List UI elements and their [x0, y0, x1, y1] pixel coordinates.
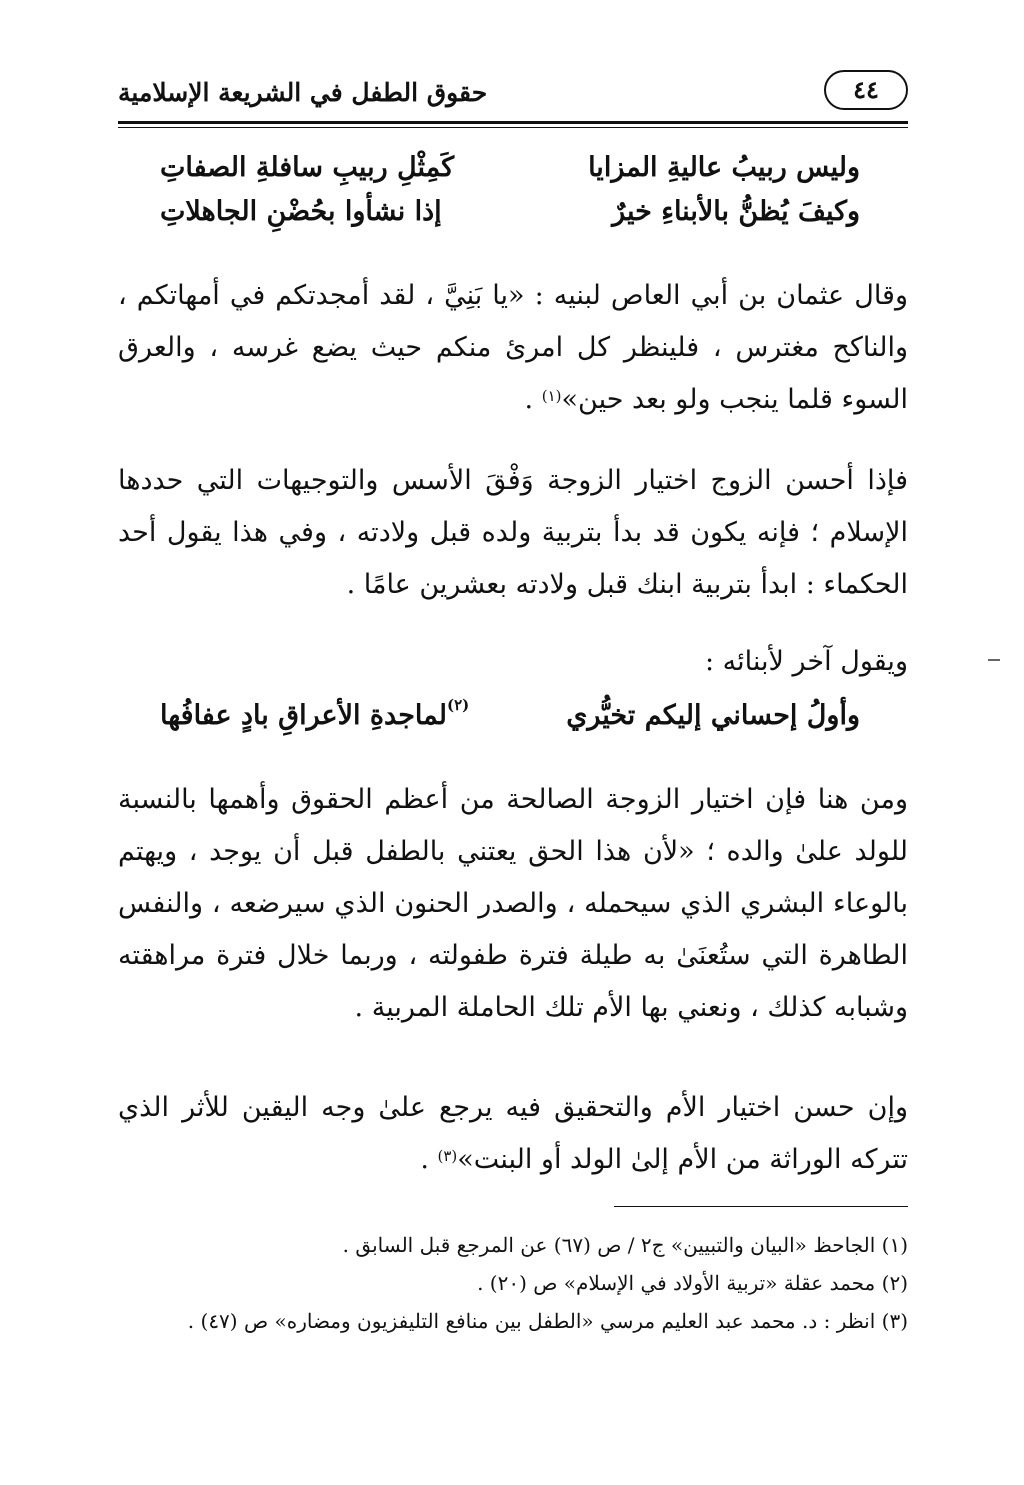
footnotes	[118, 1226, 908, 1340]
paragraph-text: ومن هنا فإن اختيار الزوجة الصالحة من أعظم الحقوق وأهمها بالنسبة للولد علىٰ والده ؛ «لأن هذا الحق يعتني بالطفل قبل أن يوجد ، ويهتم بالوعاء البشري الذي سيحمله ، والصدر الحنون الذي سيرضعه ، والنفس الطاهرة التي ستُعنَىٰ به طيلة فترة طفولته ، وربما خلال فترة مراهقته وشبابه كذلك ، ونعني بها الأم تلك الحاملة المربية .	[118, 784, 908, 1023]
paragraph-end: .	[524, 384, 542, 415]
footnote-separator	[614, 1206, 908, 1207]
page-number: ٤٤	[824, 70, 908, 110]
footnote-ref: (٣)	[437, 1147, 458, 1165]
footnote: (١) الجاحظ «البيان والتبيين» ج٢ / ص (٦٧) عن المرجع قبل السابق .	[342, 1233, 908, 1257]
header-title: حقوق الطفل في الشريعة الإسلامية	[118, 78, 488, 107]
verse-line	[160, 696, 860, 748]
margin-mark	[988, 659, 1000, 661]
paragraph-text: وقال عثمان بن أبي العاص لبنيه : «يا بَنِيَّ ، لقد أمجدتكم في أمهاتكم ، والناكح مغترس ، فلينظر كل امرئ منكم حيث يضع غرسه ، والعرق السوء قلما ينجب ولو بعد حين»	[118, 280, 908, 415]
footnote-ref: (١)	[541, 387, 562, 405]
verse-second-hemistich: كَمِثْلِ ربيبِ سافلةِ الصفاتِ	[160, 152, 455, 183]
footnote-ref: (٢)	[446, 696, 470, 714]
verse-first-hemistich: وأولُ إحساني إليكم تخيُّري	[566, 700, 860, 731]
paragraph-text: فإذا أحسن الزوج اختيار الزوجة وَفْقَ الأسس والتوجيهات التي حددها الإسلام ؛ فإنه يكون قد بدأ بتربية ولده قبل ولادته ، وفي هذا يقول أحد الحكماء : ابدأ بتربية ابنك قبل ولادته بعشرين عامًا .	[118, 465, 908, 600]
paragraph	[118, 636, 908, 688]
header-rule-thin	[118, 127, 908, 128]
verse-line	[160, 152, 860, 200]
running-header	[118, 62, 908, 122]
footnote: (٣) انظر : د. محمد عبد العليم مرسي «الطفل بين منافع التليفزيون ومضاره» ص (٤٧) .	[187, 1309, 908, 1333]
verse-second-hemistich: إذا نشأوا بحُضْنِ الجاهلاتِ	[160, 196, 442, 227]
paragraph	[118, 270, 908, 426]
paragraph-text: وإن حسن اختيار الأم والتحقيق فيه يرجع علىٰ وجه اليقين للأثر الذي تتركه الوراثة من الأم إلىٰ الولد أو البنت»	[118, 1092, 908, 1175]
paragraph	[118, 455, 908, 611]
verse-first-hemistich: وليس ربيبُ عاليةِ المزايا	[588, 152, 860, 183]
paragraph-text: ويقول آخر لأبنائه :	[705, 646, 908, 677]
header-rule-thick	[118, 121, 908, 124]
paragraph-end: .	[420, 1144, 438, 1175]
paragraph	[118, 774, 908, 1034]
footnote: (٢) محمد عقلة «تربية الأولاد في الإسلام» ص (٢٠) .	[477, 1271, 908, 1295]
paragraph	[118, 1082, 908, 1186]
verse-first-hemistich: وكيفَ يُظنُّ بالأبناءِ خيرٌ	[612, 196, 860, 227]
verse-line	[160, 196, 860, 244]
verse-second-hemistich: $^{(٢)}$لماجدةِ الأعراقِ بادٍ عفافُها	[160, 696, 470, 731]
